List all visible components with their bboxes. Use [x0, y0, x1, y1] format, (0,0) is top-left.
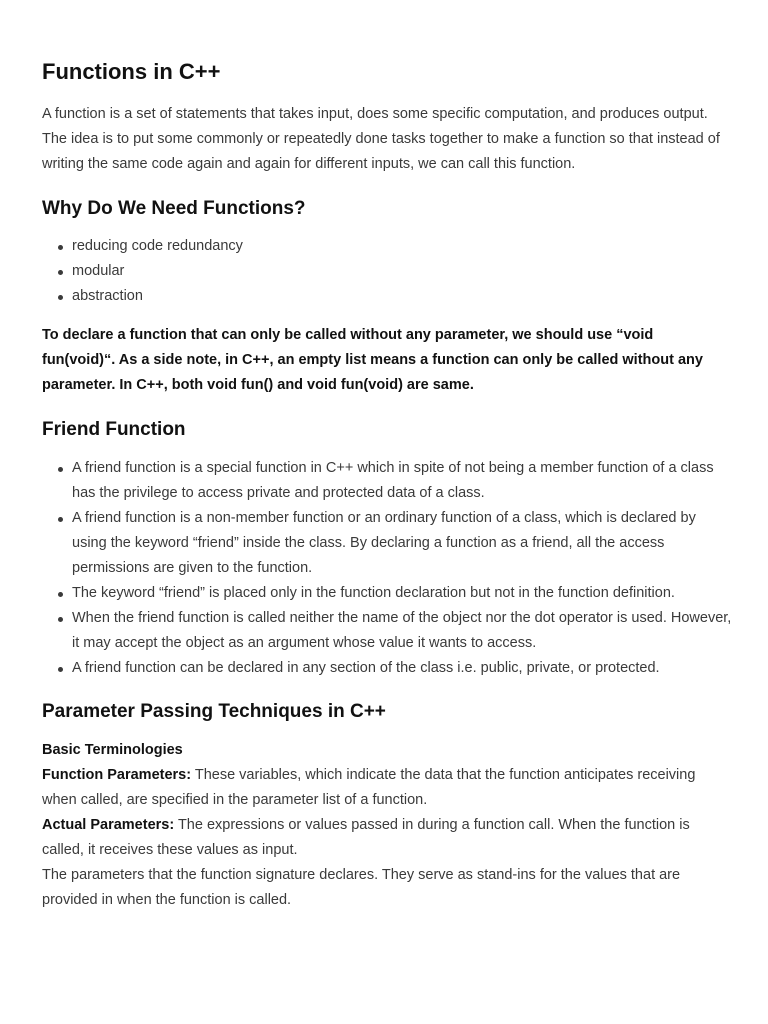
list-item: A friend function can be declared in any section of the class i.e. public, private, or protected.: [42, 656, 732, 681]
void-note-paragraph: To declare a function that can only be called without any parameter, we should use “void fun(void)“. As a side note, in C++, an empty list means a function can only be called without any parameter. In C++, both void fun() and void fun(void) are same.: [42, 327, 703, 393]
intro-paragraph: A function is a set of statements that takes input, does some specific computation, and produces output. The idea is to put some commonly or repeatedly done tasks together to make a function so that instead of writing the same code again and again for different inputs, we can call this function.: [42, 106, 720, 172]
terminology-block: [42, 738, 728, 913]
function-params-definition: [42, 763, 728, 813]
list-item: A friend function is a special function in C++ which in spite of not being a member function of a class has the privilege to access private and protected data of a class.: [42, 456, 732, 506]
list-item: reducing code redundancy: [42, 234, 732, 259]
function-params-label: Function Parameters:: [42, 767, 192, 783]
list-item: abstraction: [42, 284, 732, 309]
why-heading: Why Do We Need Functions?: [42, 198, 306, 219]
list-item: The keyword “friend” is placed only in the function declaration but not in the function definition.: [42, 581, 732, 606]
actual-params-text: The expressions or values passed in during a function call. When the function is called, it receives these values as input.: [42, 817, 690, 858]
terminology-subheading: Basic Terminologies: [42, 742, 183, 758]
function-params-text: These variables, which indicate the data that the function anticipates receiving when called, are specified in the parameter list of a function.: [42, 767, 696, 808]
list-item: A friend function is a non-member function or an ordinary function of a class, which is declared by using the keyword “friend” inside the class. By declaring a function as a friend, all the access permissions are given to the function.: [42, 506, 732, 581]
friend-heading: Friend Function: [42, 419, 186, 440]
param-heading: Parameter Passing Techniques in C++: [42, 701, 386, 722]
friend-list: [42, 456, 732, 681]
actual-params-label: Actual Parameters:: [42, 817, 175, 833]
list-item: When the friend function is called neither the name of the object nor the dot operator is used. However, it may accept the object as an argument whose value it wants to access.: [42, 606, 732, 656]
closing-text: The parameters that the function signature declares. They serve as stand-ins for the values that are provided in when the function is called.: [42, 867, 681, 908]
page-title: Functions in C++: [42, 59, 221, 84]
actual-params-definition: [42, 813, 728, 863]
why-list: [42, 234, 732, 309]
list-item: modular: [42, 259, 732, 284]
